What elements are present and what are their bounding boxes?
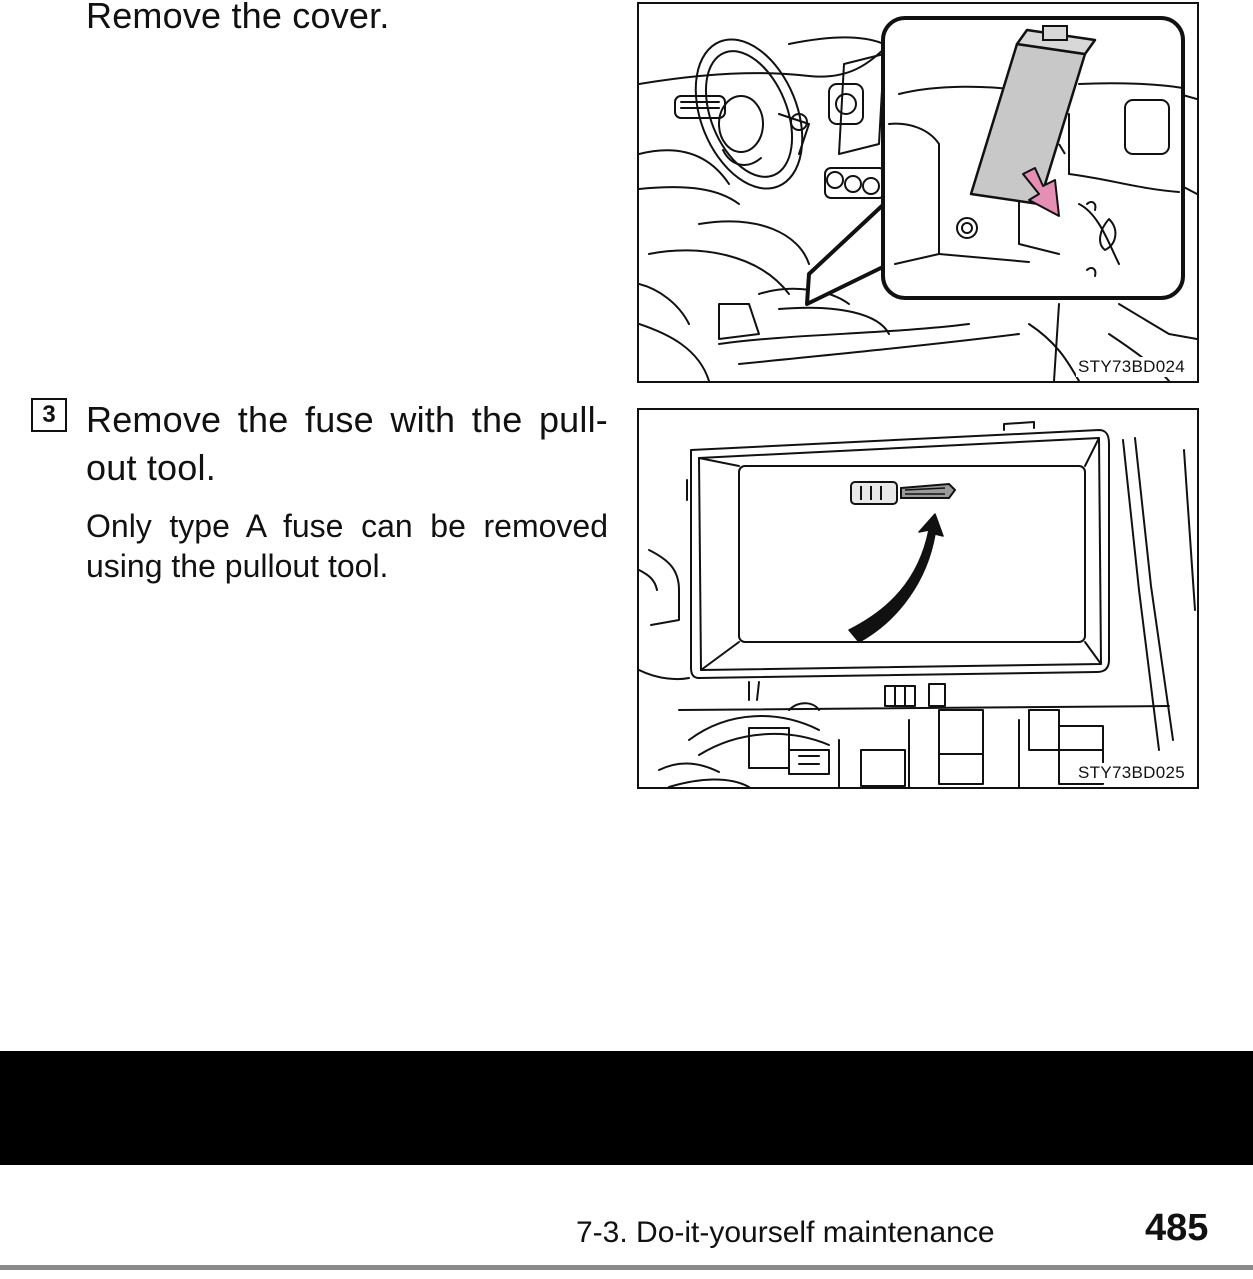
figure-code: STY73BD024	[1078, 357, 1185, 376]
fuse-cover-inside-illustration	[639, 410, 1197, 787]
previous-step-text: Remove the cover.	[86, 0, 390, 36]
figure-cover-removal	[637, 2, 1199, 383]
step-note: Only type A fuse can be removed using the pullout tool.	[86, 508, 608, 584]
dashboard-cover-illustration	[639, 4, 1197, 381]
pullout-tool-icon	[851, 482, 955, 504]
figure-pullout-tool	[637, 408, 1199, 789]
curved-arrow-icon	[849, 514, 943, 642]
figure-code: STY73BD025	[1078, 763, 1185, 782]
section-label: 7-3. Do-it-yourself maintenance	[576, 1216, 995, 1249]
page-number: 485	[1145, 1207, 1209, 1249]
step-number-badge: 3	[31, 398, 67, 432]
footer-band	[0, 1051, 1253, 1165]
bottom-rule	[0, 1265, 1253, 1270]
step-instruction: Remove the fuse with the pull-out tool.	[86, 399, 608, 488]
